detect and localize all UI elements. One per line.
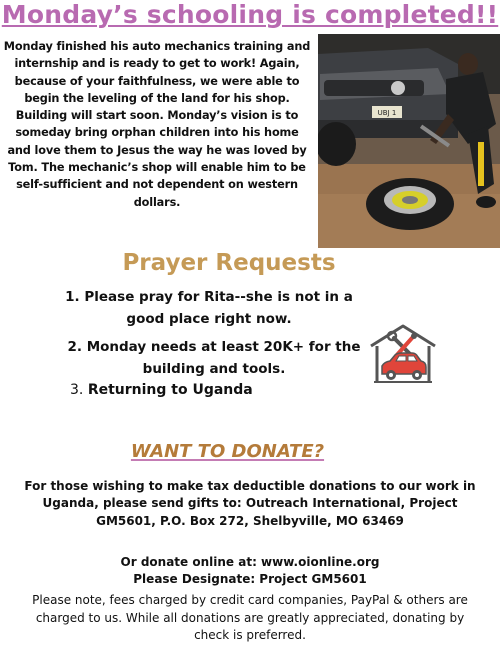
prayer-item-3-number: 3. [70, 382, 88, 398]
fees-note: Please note, fees charged by credit card companies, PayPal & others are charged to us. While all donations are greatly appreciated, donating by check is preferred. [32, 593, 468, 642]
mechanic-shop-icon [368, 322, 438, 386]
prayer-item-3-text: Returning to Uganda [87, 382, 253, 398]
prayer-item-2: 2. Monday needs at least 20K+ for the building and tools. [67, 339, 361, 377]
prayer-item-3 [70, 379, 330, 401]
mechanic-photo [318, 34, 500, 248]
intro-paragraph: Monday finished his auto mechanics training and internship and is ready to get to work! Again, because of your faithfulness, we were able to begin the leveling of the land for his shop. Building will start soon. Monday’s vision is to someday bring orphan children into his home and love them to Jesus the way he was loved by Tom. The mechanic’s shop will enable him to be self-sufficient and not dependent on western dollars. [3, 40, 311, 209]
project-designation-line: Please Designate: Project GM5601 [133, 572, 367, 586]
page-title: Monday’s schooling is completed!! [1, 0, 499, 29]
prayer-requests-title: Prayer Requests [122, 250, 336, 276]
donate-heading: WANT TO DONATE? [130, 441, 325, 462]
prayer-item-1: 1. Please pray for Rita--she is not in a good place right now. [65, 289, 353, 327]
donate-instructions: For those wishing to make tax deductible donations to our work in Uganda, please send gifts to: Outreach International, Project GM5601, P.O. Box 272, Shelbyville, MO 63469 [24, 479, 476, 528]
donate-online-line: Or donate online at: www.oionline.org [120, 555, 380, 569]
license-plate: UBJ 1 [377, 109, 397, 117]
